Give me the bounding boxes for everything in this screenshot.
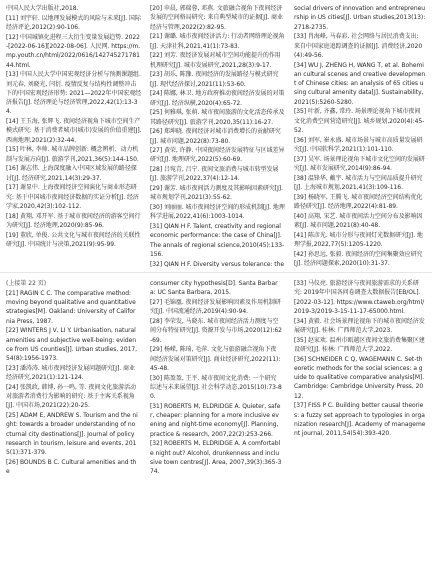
reference-item: [12] 中国城镇化进程三大衍生变量发展趋势. 2022-[2022-06-16][2022-08-06]. 人民网. https://m.mp.youth.cn/html/2022/0616/14274527178144.html. <box>6 33 141 69</box>
top-column-2 <box>150 4 286 267</box>
reference-item: [18] 黄翔, 邓开军. 基于城市夜间经济的游客空间行为研究[J]. 经济地理,2020(9):85-96. <box>6 212 141 229</box>
reference-item: [28] 吕宛青, 吕宁. 夜间文旅消费与城市转型发展[J]. 旅游学刊,2022,37(4):12-14. <box>150 166 279 183</box>
reference-item: [22] 刘芳. 夜经济发展对城市空间功能提升的作用机理研究[J]. 城市发展研究,2021,28(3):9-17. <box>150 52 281 69</box>
reference-item: [35] 赵家欢. 温州市瓯越区夜间文旅消费集聚区建设研究[J]. 桂林: 广西师范大学,2022. <box>294 336 425 353</box>
reference-item: [16] 谢志伟. 上海深度融入中国区域发展的路径探讨[J]. 经济研究,2021,14(3):29-37. <box>6 165 137 182</box>
reference-item: [41] 陈彦光. 城市分形与夜间灯光数据研究[J]. 地理学报,2022,77(5):1205-1220. <box>294 231 423 248</box>
bottom-column-3 <box>294 279 426 579</box>
reference-item: social drivers of innovation and entrepreneurship in US cities[J]. Urban studies,2013(13):2718-2735. <box>294 5 426 31</box>
reference-item: [23] 胡乐, 陈豫. 夜间经济的发展路径与模式研究[J]. 现代经济探讨,2021(11):53-60. <box>150 71 279 88</box>
reference-item: [15] 叶林, 李帅. 城市品牌创新: 概念辨析、动力机制与发展方向[J]. 旅游学刊,2021,36(5):144-150. <box>6 146 139 163</box>
reference-item: [27] 毛锦凰. 夜间经济发展影响因素及作用机制研究[J]. 中国流通经济,2019(4):90-94. <box>150 298 281 316</box>
reference-item: [20] 申晨, 郭瑞蓉, 邓燕. 文旅融合视角下夜间经济发展的空间格局研究: 来自典型城市的证据[J]. 商业经济与管理,2022(2):82-95. <box>150 5 283 31</box>
reference-item: consumer city hypothesis[D]. Santa Barbara: UC Santa Barbara, 2015. <box>150 280 278 297</box>
reference-item: [26] 郑坤晓. 夜间经济对城市消费增长的贡献研究[J]. 城市问题,2022(8):73-80. <box>150 128 281 145</box>
reference-item: [28] 李荣发, 马晓东. 城市夜间经济活力测度与空间分布特征研究[J]. 资源开发与市场,2020(12):62-69. <box>150 317 282 344</box>
reference-item: [39] 杨晓军, 王腾飞. 城市夜间经济空间结构优化路径研究[J]. 经济地理,2022(4):81-89. <box>294 193 423 210</box>
reference-item: [21] RAGIN C C. The comparative method: moving beyond qualitative and quantitative strategies[M]. Oakland: University of California Press, 1987. <box>6 289 136 325</box>
reference-item: [31] ROBERTS M, ELDRIDGE A. Quieter, safer, cheaper: planning for a more inclusive evening and night-time economy[J]. Planning, practice & research, 2007,22(2):253-266. <box>150 402 281 438</box>
reference-item: [40] 高翔, 宋艺. 城市夜间活力空间分布及影响因素[J]. 城市问题,2021(8):40-48. <box>294 212 423 229</box>
reference-item: [34] WU J, ZHENG H, WANG T, et al. Bohemian cultural scenes and creative development of Chinese cities: an analysis of 65 cities using cultural amenity data[J]. Sustainability,2021(5):5260-5280. <box>294 61 426 106</box>
reference-item: [25] 何雅琪, 张萌. 城市夜间旅游的文化活态传承及其路径研究[J]. 旅游学刊,2020,35(11):16-27. <box>150 109 285 126</box>
reference-item: [30] 陈盈盈, 王平. 城市夜间文化消费: 一个研究综述与未来展望[J]. 社会科学动态,2015(10):73-80. <box>150 374 282 401</box>
reference-item: [32] ROBERTS M, ELDRIDGE A. A comfortable night out? Alcohol, drunkenness and inclusive town centres[J]. Area, 2007,39(3):365-374. <box>150 440 282 476</box>
reference-item: 中国人民大学出版社,2018. <box>6 5 79 12</box>
reference-item: [36] SCHNEIDER C Q, WAGEMANN C. Set-theoretic methods for the social sciences: a guide to qualitative comparative analysis[M]. Cambridge: Cambridge University Press, 2012. <box>294 355 425 400</box>
reference-list-top <box>6 4 426 267</box>
reference-item: [42] 孙思远, 张毅. 夜间经济的空间集聚效应研究[J]. 经济问题探索,2020(10):31-37. <box>294 250 423 267</box>
reference-item: [13] 中国人民大学中国宏观经济分析与预测课题组. 刘元春, 刘晓光, 闫衍. 疫情反复与结构性调整冲击下的中国宏观经济形势: 2021—2022年中国宏观经济报告[J]. 经济理论与经济管理,2022,42(1):13-34. <box>6 71 142 116</box>
bottom-column-2 <box>150 279 282 579</box>
reference-item: [33] 马仪亮. 旅游经济与夜间旅游需求的关系研究: 2019年中国各问卷调查大数据报告[EB/OL]. [2022-03-12]. https://www.ctaweb.org/html/2019-3/2019-3-15-11-17-65000.html. <box>294 280 425 315</box>
reference-item: [29] 谢芳. 城市夜间活力测度及其影响因素研究[J]. 城市规划学刊,2021(3):55-62. <box>150 185 283 202</box>
reference-item: [23] 潘涛涛. 城市夜间经济发展问题研究[J]. 商业经济研究,2021(1):121-124. <box>6 364 135 382</box>
reference-item: [30] 刘丽丽. 城市夜间经济空间的形成机制[J]. 地理科学进展,2022,41(6):1003-1014. <box>150 204 285 221</box>
top-column-3 <box>294 4 426 267</box>
reference-item: [36] 刘军, 崔永盛. 城市场景与城市高质量发展研究[J]. 中国软科学,2021(1):101-110. <box>294 136 423 154</box>
reference-item: [24] 张凯政, 韩博, 孙一鸣, 等. 夜间文化旅游活动对旅游者消费行为影响的研究: 基于主客关系视角[J]. 中国市场,2021(22):20-25. <box>6 383 136 410</box>
bottom-column-1-refs <box>6 289 138 477</box>
reference-item: [19] 董欣, 单俊. 公共文化与城市夜间经济的关联性研究[J]. 中国统计与决策,2021(9):95-99. <box>6 231 141 248</box>
section-divider <box>0 272 432 273</box>
reference-item: [14] 王玉海, 张辉飞. 夜间经济视角下城市空间生产模式研究: 基于消费者城市(城市)发展的价值重建[J]. 西南地理,2021(2):32-44. <box>6 118 142 144</box>
reference-item: [34] 黄毅. 社会场景理论视角下的城市夜间经济发展研究[J]. 桂林: 广西师范大学,2023. <box>294 317 425 334</box>
reference-item: [27] 黄荣, 许静. 中国夜间经济发展特征与区域差异研究[J]. 地理研究,2022(5):60-69. <box>150 147 285 164</box>
reference-item: [21] 谢璐. 城市夜间经济活力: 行动者网络理论视角[J]. 天津社科,2021,41(1):73-83. <box>150 33 285 50</box>
reference-item: [11] 刘宇轩. 以地理发展模式的风险与未来[J]. 国际经济评论,2012(2):90-106. <box>6 14 141 31</box>
reference-item: [29] 杨嵘, 陈琦, 毛萍. 文化与旅游融合视角下夜间经济发展对策研究[J]. 商业经济研究,2022(11):45-48. <box>150 346 281 372</box>
reference-item: [22] WINTERS J V, LI Y. Urbanisation, natural amenities and subjective well-being: evidence from US counties[J]. Urban studies, 2017,54(8):1956-1973. <box>6 327 137 363</box>
reference-list-bottom <box>6 279 426 579</box>
bottom-column-1 <box>6 279 138 579</box>
reference-item: [38] 温锋华, 戴宇. 城市活力与空间品质提升研究[J]. 上海城市规划,2021,41(3):109-116. <box>294 174 423 191</box>
reference-item: [17] 谢显中. 上海夜间经济空间演化与商业形态研究: 基于中国城市夜间经济数据的实证分析[J]. 经济学家,2020,42(3):102-112. <box>6 184 139 210</box>
reference-item: [33] 肖海峰, 马春彩. 社会网络与居民消费支出: 来自中国家庭追踪调查的证据[J]. 消费经济,2020(4):49-56. <box>294 33 423 59</box>
continued-note: (上接第 22 页) <box>6 280 47 287</box>
reference-item: [35] 叶新, 齐鑫, 常玲. 场景理论视角下城市夜间文化消费空间营造研究[J]. 城乡规划,2020(4):45-52. <box>294 108 425 135</box>
reference-item: [26] BOUNDS B C. Cultural amenities and the <box>6 458 137 476</box>
reference-item: [24] 陈娜, 林卫. 地方政府推动夜间经济发展的对策研究[J]. 经济纵横,2020(4):65-72. <box>150 90 285 107</box>
reference-item: [37] 吴军. 场景理论视角下城市文化空间的发展研究[J]. 城市发展研究,2014(9):86-94. <box>294 155 425 172</box>
reference-item: [32] QIAN H F. Diversity versus tolerance: the <box>150 260 285 267</box>
reference-item: [31] QIAN H F. Talent, creativity and regional economic performance: the case of China[J]. The annals of regional science,2010(45):133-156. <box>150 223 285 259</box>
reference-item: [37] FISS P C. Building better causal theories: a fuzzy set approach to typologies in organization research[J]. Academy of management journal, 2011,54(54):393-420. <box>294 402 426 438</box>
reference-item: [25] ADAM E, ANDREW S. Tourism and the night: towards a broader understanding of nocturnal city destinations[J]. Journal of policy research in tourism, leisure and events, 2015(1):371-379. <box>6 412 138 457</box>
top-column-1 <box>6 4 142 267</box>
